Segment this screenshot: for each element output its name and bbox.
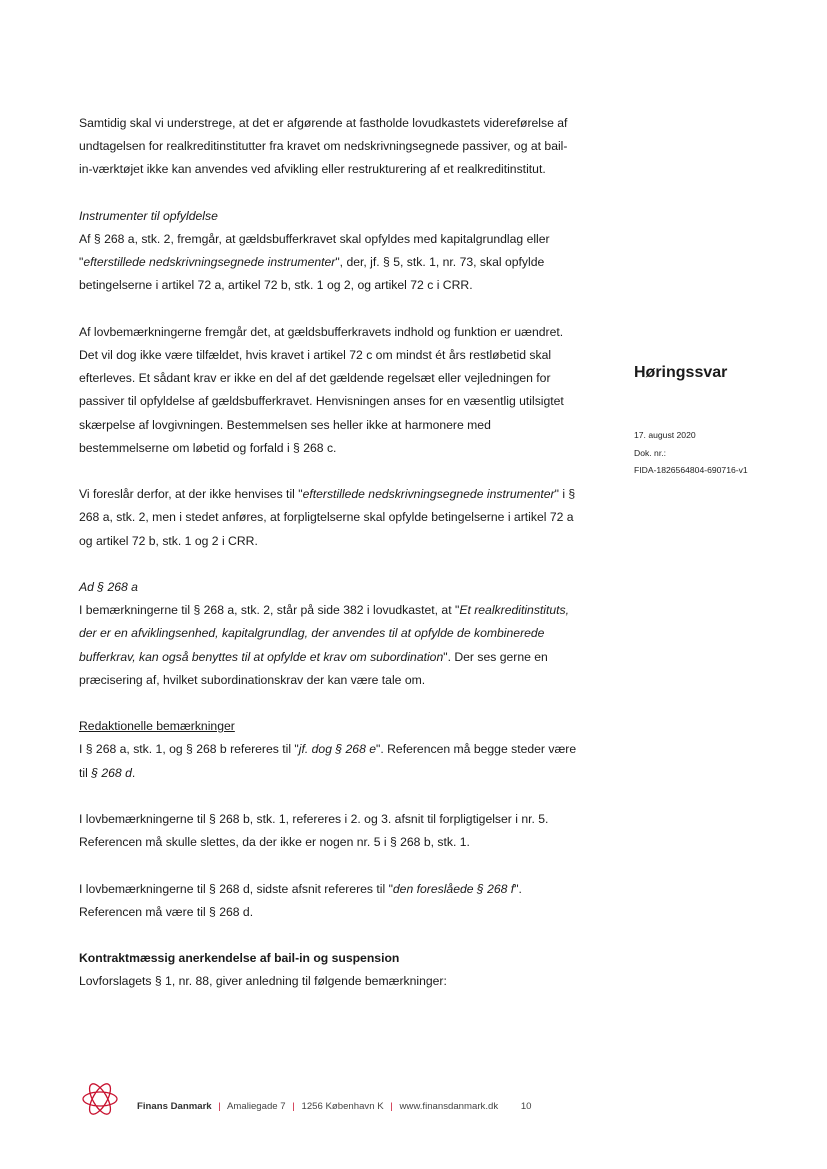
document-number: FIDA-1826564804-690716-v1 bbox=[634, 465, 748, 476]
finans-danmark-logo-icon bbox=[79, 1078, 121, 1120]
paragraph-instrumenter-3: Vi foreslår derfor, at der ikke henvises til "efterstillede nedskrivningsegnede instrumenter" i § 268 a, stk. 2, men i stedet anføres, at forpligtelserne skal opfylde betingelserne i artikel 72 a og artikel 72 b, stk. 1 og 2 i CRR. bbox=[79, 487, 576, 548]
page-number: 10 bbox=[520, 1101, 532, 1112]
footer-address: Amaliegade 7 bbox=[226, 1101, 286, 1112]
section-heading-instrumenter: Instrumenter til opfyldelse bbox=[79, 208, 218, 223]
footer-separator: | bbox=[390, 1101, 393, 1112]
section-heading-redaktionelle: Redaktionelle bemærkninger bbox=[79, 719, 235, 734]
footer-text bbox=[137, 1101, 531, 1112]
sidebar-meta bbox=[634, 362, 814, 480]
footer-separator: | bbox=[292, 1101, 295, 1112]
paragraph-redaktionelle-1: I § 268 a, stk. 1, og § 268 b refereres til "jf. dog § 268 e". Referencen må begge steder være til § 268 d. bbox=[79, 742, 577, 780]
section-heading-ad-268a: Ad § 268 a bbox=[79, 580, 138, 594]
paragraph-kontraktmaessig: Lovforslagets § 1, nr. 88, giver anledning til følgende bemærkninger: bbox=[79, 974, 447, 989]
footer-separator: | bbox=[218, 1101, 221, 1112]
document-meta bbox=[634, 427, 814, 480]
paragraph-instrumenter-2: Af lovbemærkningerne fremgår det, at gældsbufferkravets indhold og funktion er uændret. Det vil dog ikke være tilfældet, hvis kravet i artikel 72 c om mindst ét års restløbetid skal efterleves. Et sådant krav er ikke en del af det gældende regelsæt eller vejledningen for passiver til opfyldelse af gældsbufferkravet. Henvisningen anses for en væsentlig utilsigtet skærpelse af lovgivningen. Bestemmelsen ses heller ikke at harmonere med bestemmelserne om løbetid og forfald i § 268 c. bbox=[79, 324, 564, 455]
footer-website[interactable]: www.finansdanmark.dk bbox=[399, 1101, 499, 1112]
document-type-title: Høringssvar bbox=[634, 364, 728, 381]
main-content bbox=[79, 112, 579, 994]
paragraph-redaktionelle-2: I lovbemærkningerne til § 268 b, stk. 1, refereres i 2. og 3. afsnit til forpligtigelser i nr. 5. Referencen må skulle slettes, da der ikke er nogen nr. 5 i § 268 b, stk. 1. bbox=[79, 812, 549, 850]
footer-org: Finans Danmark bbox=[137, 1101, 212, 1112]
paragraph-redaktionelle-3: I lovbemærkningerne til § 268 d, sidste afsnit refereres til "den foreslåede § 268 f". Referencen må være til § 268 d. bbox=[79, 881, 522, 919]
footer-city: 1256 København K bbox=[301, 1101, 384, 1112]
page-footer bbox=[79, 1078, 599, 1140]
document-date: 17. august 2020 bbox=[634, 430, 696, 440]
document-number-label: Dok. nr.: bbox=[634, 447, 666, 458]
paragraph-instrumenter-1: Af § 268 a, stk. 2, fremgår, at gældsbufferkravet skal opfyldes med kapitalgrundlag eller "efterstillede nedskrivningsegnede instrumenter", der, jf. § 5, stk. 1, nr. 73, skal opfylde betingelserne i artikel 72 a, artikel 72 b, stk. 1 og 2, og artikel 72 c i CRR. bbox=[79, 232, 550, 293]
intro-paragraph: Samtidig skal vi understrege, at det er afgørende at fastholde lovudkastets videreførelse af undtagelsen for realkreditinstitutter fra kravet om nedskrivningsegnede passiver, og at bail-in-værktøjet ikke kan anvendes ved afvikling eller restrukturering af et realkreditinstitut. bbox=[79, 116, 568, 177]
section-heading-kontraktmaessig: Kontraktmæssig anerkendelse af bail-in og suspension bbox=[79, 951, 400, 966]
paragraph-ad-268a: I bemærkningerne til § 268 a, stk. 2, står på side 382 i lovudkastet, at "Et realkreditinstituts, der er en afviklingsenhed, kapitalgrundlag, der anvendes til at opfylde de kombinerede bufferkrav, kan også benyttes til at opfylde et krav om subordination". Der ses gerne en præcisering af, hvilket subordinationskrav der kan være tale om. bbox=[79, 603, 570, 687]
